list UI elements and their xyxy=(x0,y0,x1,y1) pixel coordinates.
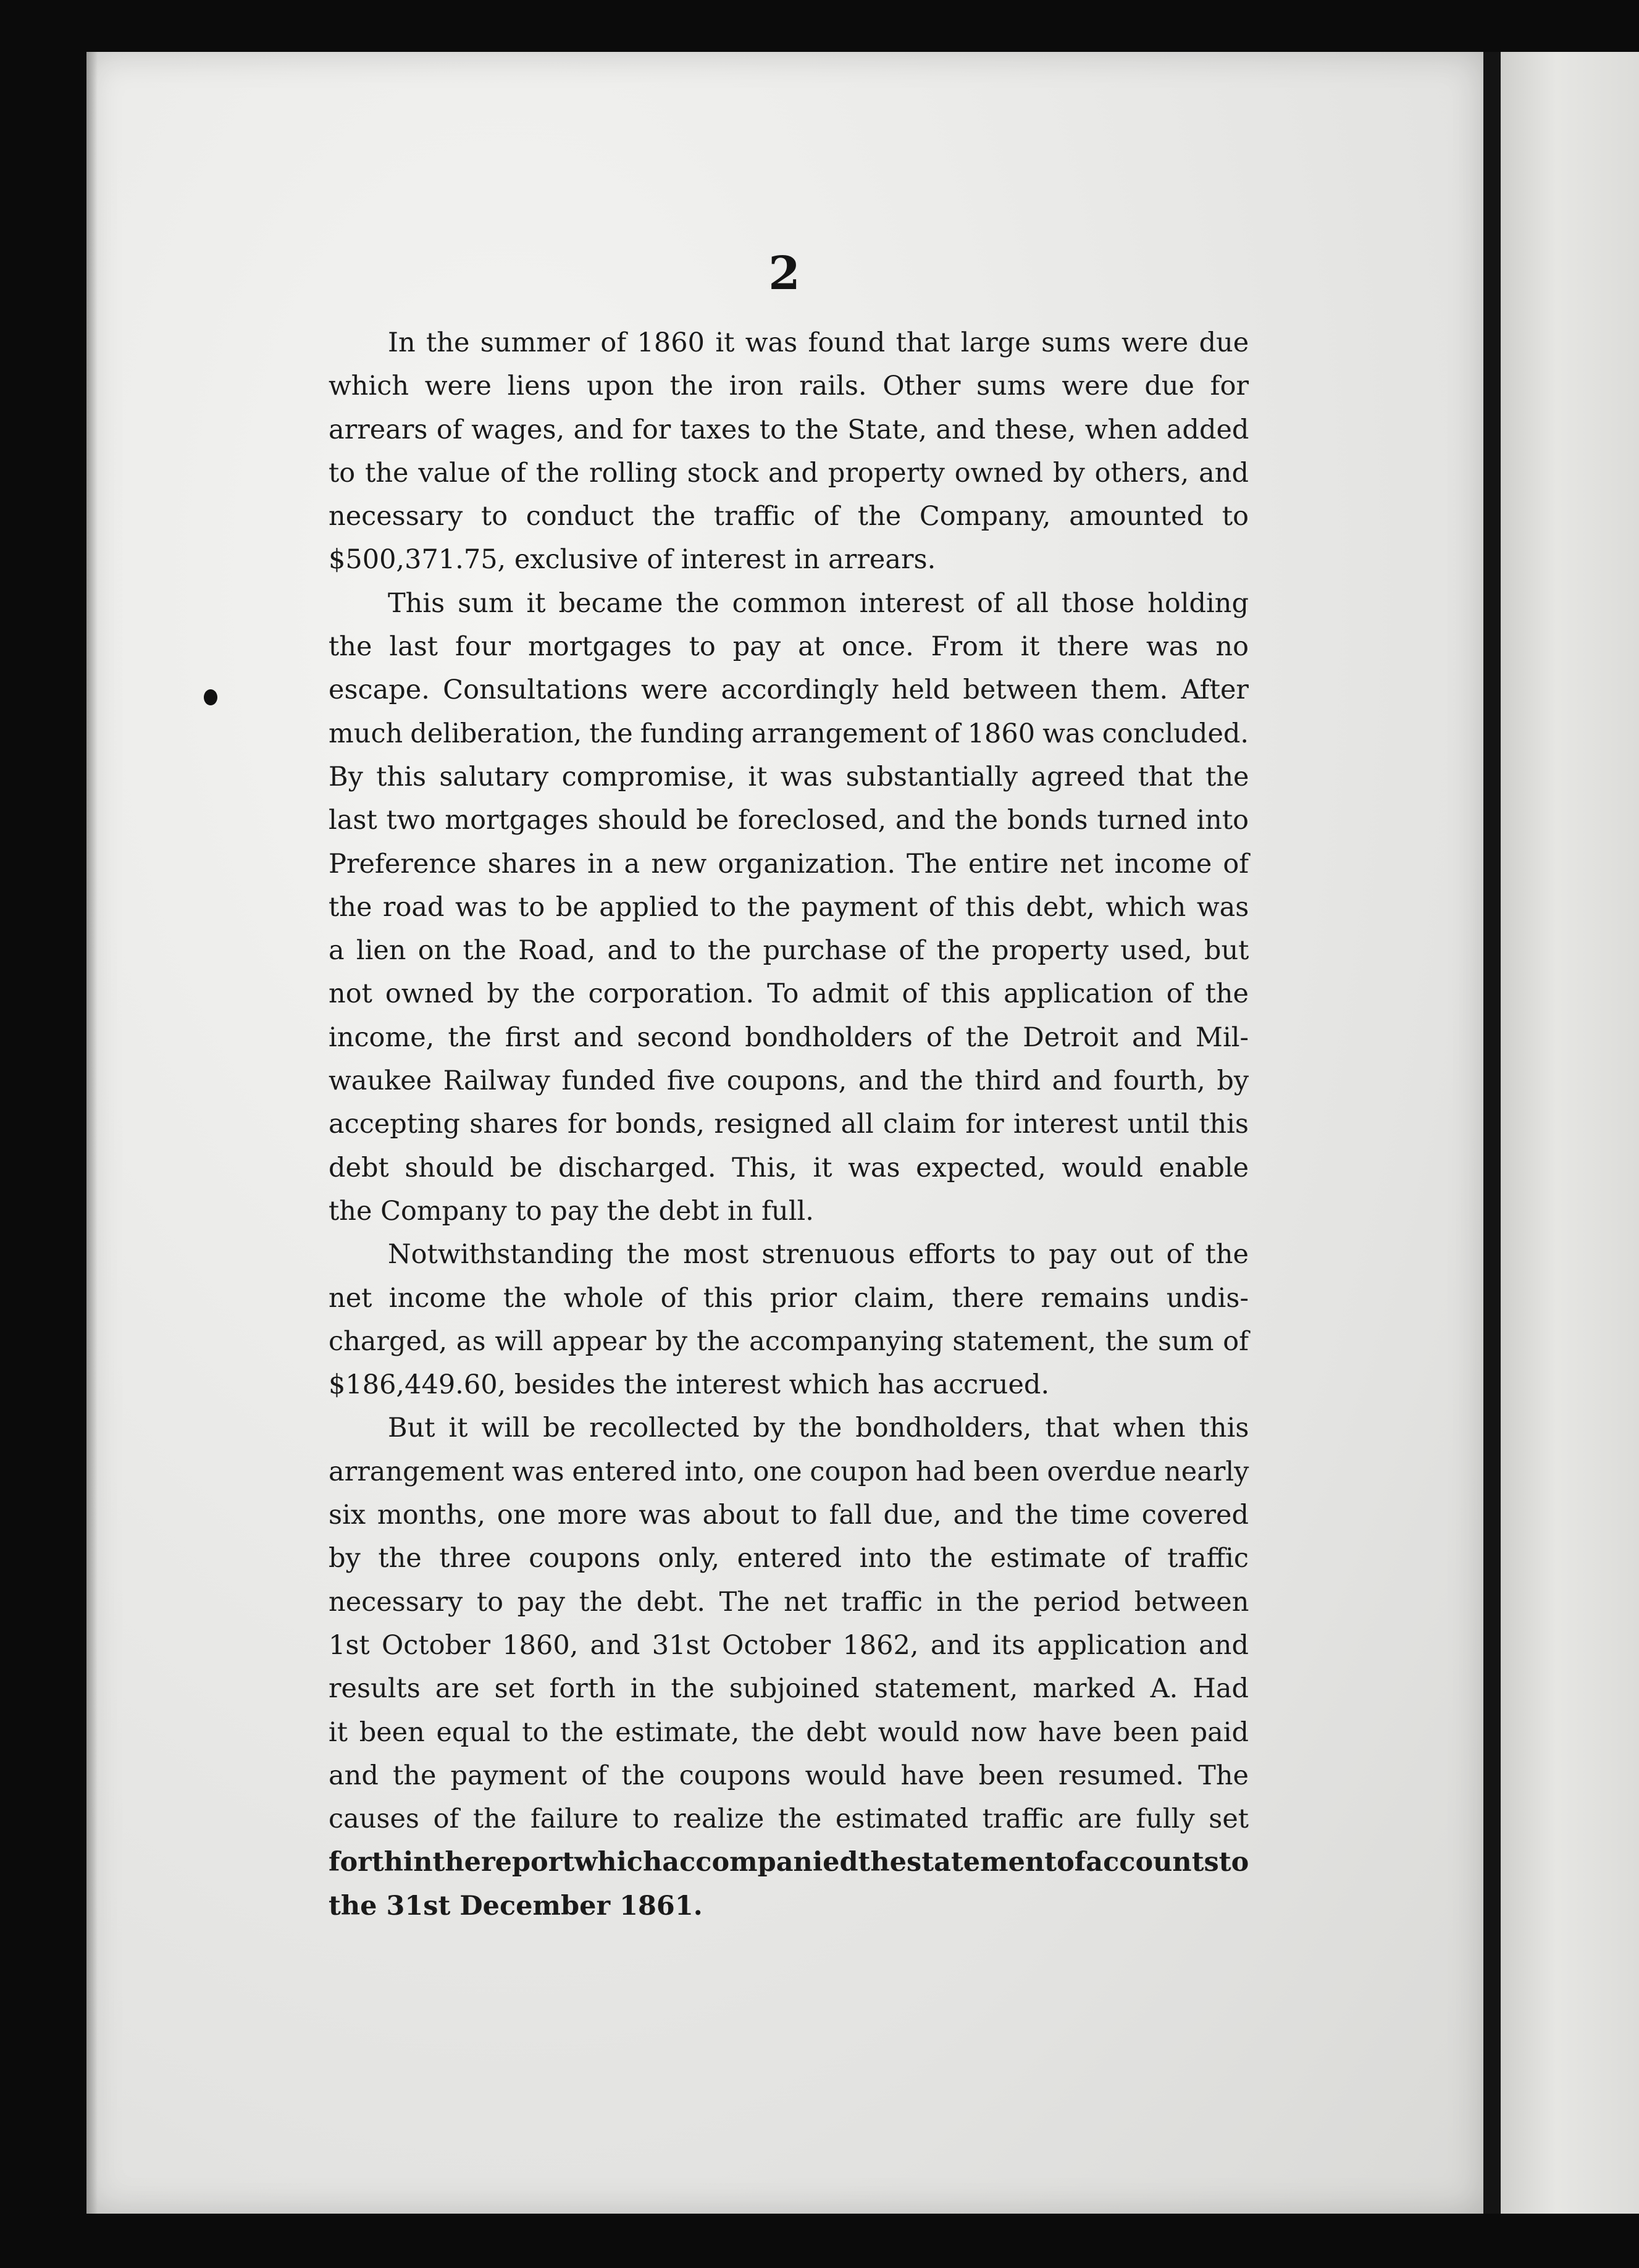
text-line: the 31st December 1861. xyxy=(329,1890,703,1922)
text-line: it been equal to the estimate, the debt would now have been paid xyxy=(329,1716,1249,1748)
paragraph xyxy=(329,1233,1249,1406)
body-text xyxy=(329,321,1249,1928)
text-line: the road was to be applied to the payment of this debt, which was xyxy=(329,891,1249,923)
book-gutter xyxy=(1483,52,1501,2214)
paragraph xyxy=(329,1406,1249,1928)
text-line: $186,449.60, besides the interest which has accrued. xyxy=(329,1369,1050,1401)
text-line: By this salutary compromise, it was substantially agreed that the xyxy=(329,761,1249,792)
text-line: last two mortgages should be foreclosed, and the bonds turned into xyxy=(329,805,1249,836)
text-line: and the payment of the coupons would have been resumed. The xyxy=(329,1760,1249,1791)
facing-page-edge xyxy=(1501,52,1639,2214)
page-number: 2 xyxy=(768,247,800,300)
text-line: not owned by the corporation. To admit of this application of the xyxy=(329,978,1249,1010)
paragraph xyxy=(329,582,1249,1233)
text-line: the Company to pay the debt in full. xyxy=(329,1195,814,1227)
text-line: 1st October 1860, and 31st October 1862, and its application and xyxy=(329,1629,1249,1661)
text-line: forth in the report which accompanied the statement of accounts to xyxy=(329,1847,1249,1878)
text-line: income, the first and second bondholders of the Detroit and Mil- xyxy=(329,1022,1249,1053)
text-line: the last four mortgages to pay at once. From it there was no xyxy=(329,631,1249,663)
text-line: necessary to conduct the traffic of the Company, amounted to xyxy=(329,501,1249,532)
text-line: But it will be recollected by the bondholders, that when this xyxy=(388,1413,1249,1444)
text-line: six months, one more was about to fall due, and the time covered xyxy=(329,1500,1249,1531)
text-line: results are set forth in the subjoined statement, marked A. Had xyxy=(329,1673,1249,1705)
text-line: This sum it became the common interest of all those holding xyxy=(388,587,1249,619)
ink-blot xyxy=(204,689,217,705)
text-line: $500,371.75, exclusive of interest in arrears. xyxy=(329,544,936,576)
text-line: debt should be discharged. This, it was expected, would enable xyxy=(329,1152,1249,1183)
text-line: causes of the failure to realize the estimated traffic are fully set xyxy=(329,1804,1249,1835)
text-line: waukee Railway funded five coupons, and the third and fourth, by xyxy=(329,1065,1249,1097)
text-line: much deliberation, the funding arrangement of 1860 was concluded. xyxy=(329,718,1249,749)
text-line: a lien on the Road, and to the purchase of the property used, but xyxy=(329,935,1249,967)
text-line: net income the whole of this prior claim, there remains undis- xyxy=(329,1282,1249,1314)
text-line: necessary to pay the debt. The net traffic in the period between xyxy=(329,1586,1249,1618)
text-line: Notwithstanding the most strenuous efforts to pay out of the xyxy=(388,1239,1249,1270)
text-line: accepting shares for bonds, resigned all claim for interest until this xyxy=(329,1109,1249,1140)
page-edge xyxy=(86,52,98,2214)
text-line: arrangement was entered into, one coupon had been overdue nearly xyxy=(329,1456,1249,1487)
text-line: by the three coupons only, entered into the estimate of traffic xyxy=(329,1543,1249,1574)
text-line: which were liens upon the iron rails. Other sums were due for xyxy=(329,371,1249,402)
text-line: arrears of wages, and for taxes to the State, and these, when added xyxy=(329,414,1249,445)
text-line: to the value of the rolling stock and property owned by others, and xyxy=(329,457,1249,489)
text-line: charged, as will appear by the accompanying statement, the sum of xyxy=(329,1325,1249,1357)
paragraph xyxy=(329,321,1249,582)
text-line: Preference shares in a new organization. The entire net income of xyxy=(329,848,1249,880)
text-line: In the summer of 1860 it was found that large sums were due xyxy=(388,327,1249,358)
text-line: escape. Consultations were accordingly held between them. After xyxy=(329,674,1249,706)
